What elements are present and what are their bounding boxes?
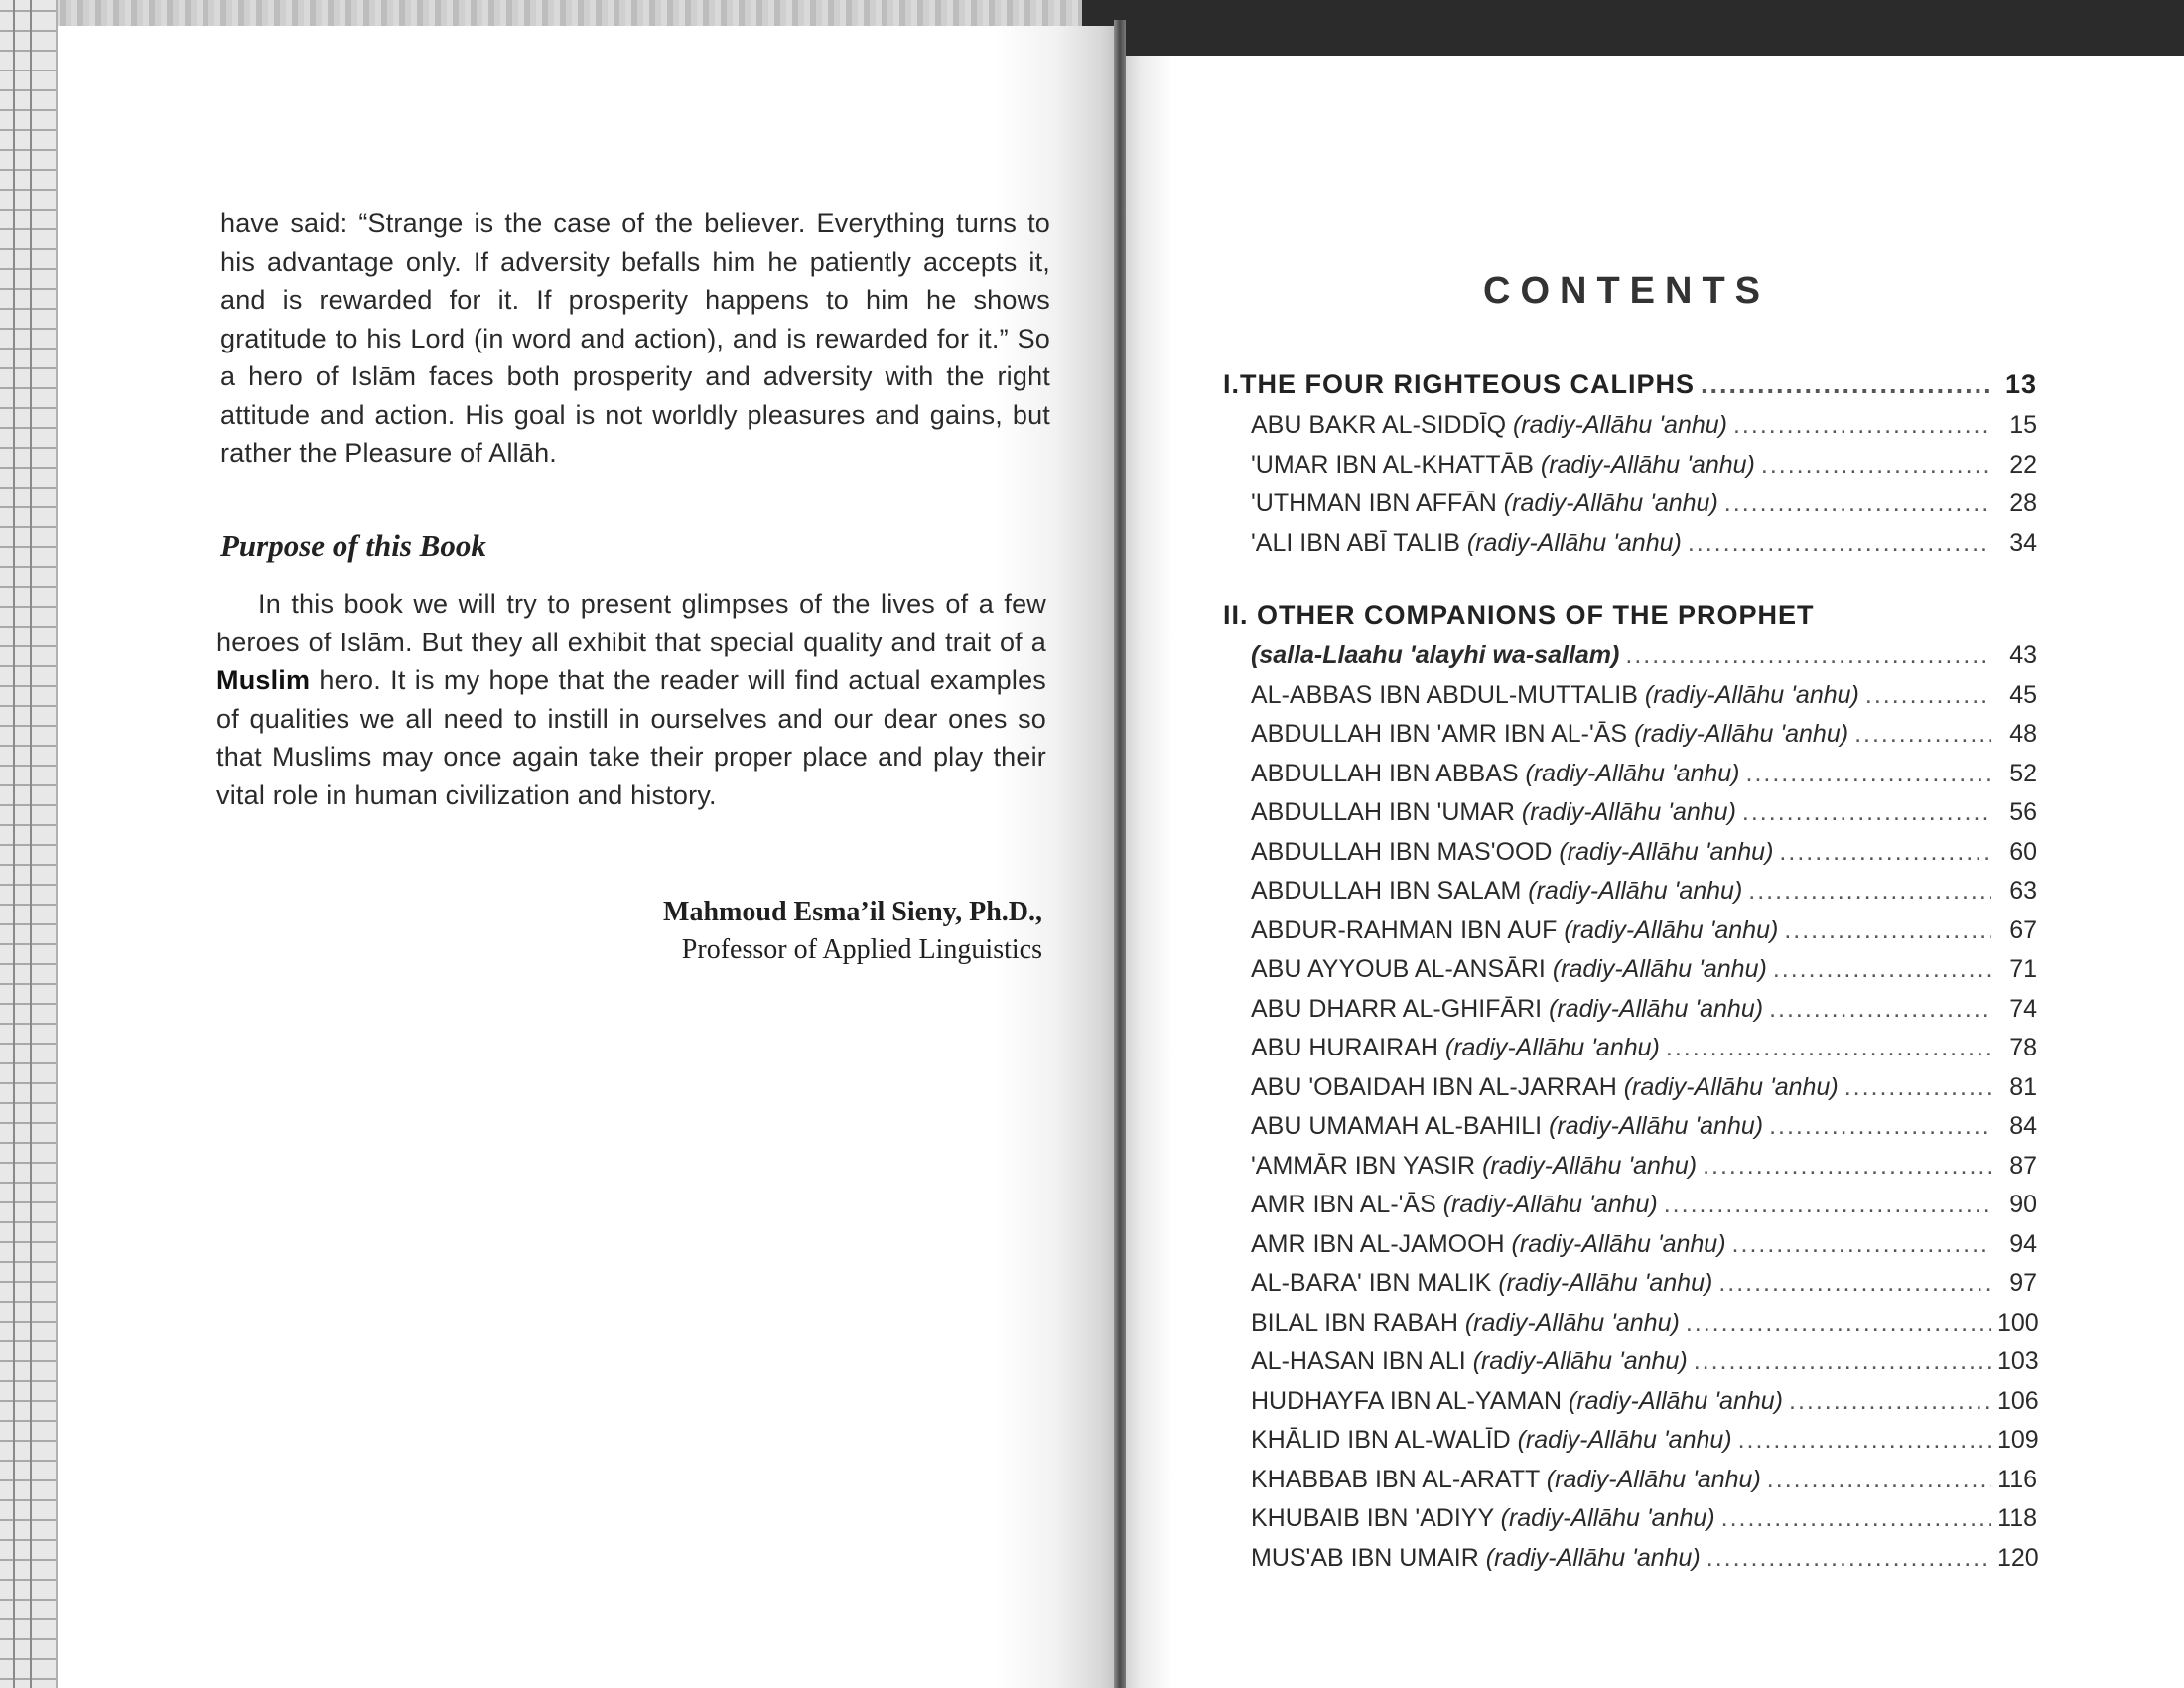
toc-entry-label — [1251, 1309, 1680, 1337]
toc-part-2-label: II. OTHER COMPANIONS OF THE PROPHET — [1223, 600, 1815, 630]
toc-entry-page: 48 — [2009, 720, 2037, 748]
toc-entry — [1223, 681, 2037, 721]
toc-page: 43 — [2009, 641, 2037, 669]
toc-entry-name: ABU DHARR AL-GHIFĀRI — [1251, 994, 1543, 1023]
toc-entry-label — [1251, 1230, 1726, 1259]
toc-entry-name: HUDHAYFA IBN AL-YAMAN — [1251, 1386, 1563, 1415]
toc-leader — [1784, 916, 1991, 945]
left-body-text — [220, 205, 1050, 473]
toc-entry — [1223, 955, 2037, 995]
toc-leader — [1625, 641, 1991, 670]
toc-entry-honorific: (radiy-Allāhu 'anhu) — [1442, 1191, 1658, 1218]
toc-entry-name: AL-HASAN IBN ALI — [1251, 1347, 1466, 1375]
toc-entry-label — [1251, 1426, 1732, 1455]
toc-entry-name: AMR IBN AL-'ĀS — [1251, 1191, 1436, 1218]
toc-part-1 — [1223, 369, 2037, 411]
toc-entry — [1223, 1112, 2037, 1152]
toc-entry-name: KHABBAB IBN AL-ARATT — [1251, 1465, 1540, 1493]
toc-entry-honorific: (radiy-Allāhu 'anhu) — [1472, 1347, 1688, 1375]
toc-leader — [1666, 1034, 1991, 1062]
toc-entry — [1223, 411, 2037, 451]
author-signature — [556, 894, 1042, 969]
toc-entry-label — [1251, 838, 1773, 867]
toc-entry-honorific: (radiy-Allāhu 'anhu) — [1634, 720, 1849, 748]
toc-entry-name: ABDULLAH IBN 'AMR IBN AL-'ĀS — [1251, 720, 1628, 748]
purpose-text-bold: Muslim — [216, 665, 311, 695]
toc-entry-label — [1251, 798, 1736, 827]
toc-entry-honorific: (radiy-Allāhu 'anhu) — [1517, 1426, 1732, 1454]
toc-entry-name: ABU BAKR AL-SIDDĪQ — [1251, 411, 1507, 439]
toc-leader — [1703, 1152, 1991, 1181]
toc-entry-name: 'UTHMAN IBN AFFĀN — [1251, 490, 1497, 517]
toc-entry-page: 109 — [1997, 1426, 2039, 1454]
toc-leader — [1761, 451, 1991, 480]
toc-entry — [1223, 529, 2037, 569]
toc-entry — [1223, 798, 2037, 838]
toc-entry-label — [1251, 411, 1727, 440]
toc-entry-honorific: (radiy-Allāhu 'anhu) — [1623, 1072, 1839, 1101]
toc-entry-label — [1251, 995, 1763, 1024]
toc-leader — [1773, 955, 1991, 984]
toc-leader — [1718, 1269, 1991, 1298]
toc-entry-honorific: (radiy-Allāhu 'anhu) — [1559, 837, 1774, 866]
toc-entry-honorific: (radiy-Allāhu 'anhu) — [1512, 411, 1727, 439]
toc-leader — [1779, 838, 1991, 867]
toc-entry-honorific: (radiy-Allāhu 'anhu) — [1525, 759, 1740, 787]
toc-entry-name: AMR IBN AL-JAMOOH — [1251, 1229, 1505, 1258]
toc-entry — [1223, 1504, 2037, 1544]
toc-leader — [1738, 1426, 1991, 1455]
toc-entry-label — [1251, 451, 1755, 480]
toc-leader — [1767, 1466, 1991, 1494]
toc-entry-name: AL-ABBAS IBN ABDUL-MUTTALIB — [1251, 680, 1638, 709]
toc-entry — [1223, 490, 2037, 529]
toc-entry — [1223, 1191, 2037, 1230]
toc-entry-label — [1251, 1112, 1763, 1141]
toc-leader — [1865, 681, 1991, 710]
book-gutter — [1114, 20, 1126, 1688]
toc-entry-name: ABDULLAH IBN 'UMAR — [1251, 798, 1515, 826]
toc-entry-honorific: (radiy-Allāhu 'anhu) — [1444, 1034, 1660, 1061]
toc-entry-name: 'ALI IBN ABĪ TALIB — [1251, 528, 1460, 557]
toc-entry-honorific: (radiy-Allāhu 'anhu) — [1521, 798, 1736, 826]
purpose-heading: Purpose of this Book — [220, 528, 486, 563]
toc-gap — [1223, 568, 2037, 600]
toc-entry — [1223, 1544, 2037, 1584]
toc-entry-label — [1251, 1152, 1697, 1181]
toc-entry-page: 118 — [1997, 1504, 2037, 1532]
purpose-text — [216, 585, 1046, 814]
toc-entry-page: 63 — [2009, 877, 2037, 905]
toc-entry-honorific: (radiy-Allāhu 'anhu) — [1485, 1543, 1701, 1572]
toc-leader — [1733, 411, 1991, 440]
toc-leader — [1746, 760, 1991, 788]
toc-entry-page: 103 — [1997, 1347, 2039, 1375]
toc-leader — [1724, 490, 1991, 518]
toc-entry-name: ABU AYYOUB AL-ANSĀRI — [1251, 955, 1546, 983]
toc-entry-page: 71 — [2009, 955, 2037, 983]
toc-entry-label — [1251, 916, 1778, 945]
toc-entry — [1223, 760, 2037, 799]
toc-entry — [1223, 877, 2037, 916]
toc-entry — [1223, 1426, 2037, 1466]
toc-leader — [1721, 1504, 1991, 1533]
toc-entry-name: ABU 'OBAIDAH IBN AL-JARRAH — [1251, 1072, 1617, 1101]
toc-leader — [1694, 1347, 1991, 1376]
toc-entry-honorific: (radiy-Allāhu 'anhu) — [1498, 1269, 1713, 1297]
toc-entry-honorific: (radiy-Allāhu 'anhu) — [1466, 528, 1682, 557]
toc-entry-honorific: (radiy-Allāhu 'anhu) — [1503, 490, 1718, 517]
toc-leader — [1701, 369, 1991, 400]
book-binding-edge — [0, 0, 58, 1688]
toc-entry-honorific: (radiy-Allāhu 'anhu) — [1528, 877, 1743, 905]
toc-entry-honorific: (radiy-Allāhu 'anhu) — [1540, 450, 1755, 479]
toc-entry-label — [1251, 1504, 1715, 1533]
toc-leader — [1748, 877, 1991, 906]
toc-entry-name: ABDULLAH IBN SALAM — [1251, 877, 1522, 905]
toc-entry-page: 116 — [1997, 1465, 2037, 1493]
toc-entry-page: 22 — [2009, 450, 2037, 479]
toc-entry-page: 78 — [2009, 1034, 2037, 1061]
toc-part-2-list — [1223, 681, 2037, 1584]
toc-entry-label — [1251, 1387, 1783, 1416]
toc-part-1-list — [1223, 411, 2037, 568]
toc-entry-label — [1251, 1073, 1839, 1102]
toc-entry-page: 56 — [2009, 798, 2037, 826]
toc-entry-honorific: (radiy-Allāhu 'anhu) — [1644, 680, 1859, 709]
toc-entry-label — [1251, 877, 1742, 906]
toc-leader — [1769, 995, 1991, 1024]
toc-entry-name: 'UMAR IBN AL-KHATTĀB — [1251, 450, 1534, 479]
toc-entry-honorific: (radiy-Allāhu 'anhu) — [1546, 1465, 1761, 1493]
toc-leader — [1769, 1112, 1991, 1141]
purpose-paragraph — [216, 585, 1046, 814]
toc-entry-name: AL-BARA' IBN MALIK — [1251, 1269, 1492, 1297]
toc-entry-name: ABU UMAMAH AL-BAHILI — [1251, 1112, 1543, 1140]
toc-entry-label — [1251, 490, 1718, 518]
toc-entry-page: 84 — [2009, 1112, 2037, 1140]
toc-entry-page: 34 — [2009, 528, 2037, 557]
toc-leader — [1732, 1230, 1991, 1259]
toc-entry-label — [1251, 1544, 1701, 1573]
toc-entry-page: 15 — [2009, 411, 2037, 439]
toc-entry-name: ABDULLAH IBN MAS'OOD — [1251, 837, 1553, 866]
toc-entry-page: 120 — [1997, 1543, 2039, 1572]
toc-entry-honorific: (radiy-Allāhu 'anhu) — [1564, 915, 1779, 944]
toc-entry-honorific: (radiy-Allāhu 'anhu) — [1552, 955, 1767, 983]
toc-entry — [1223, 838, 2037, 878]
toc-page: 13 — [2004, 369, 2037, 399]
table-of-contents — [1223, 369, 2037, 1583]
toc-entry — [1223, 1230, 2037, 1270]
toc-entry-honorific: (radiy-Allāhu 'anhu) — [1482, 1151, 1698, 1180]
toc-leader — [1844, 1073, 1991, 1102]
toc-part-2-sub-label: (salla-Llaahu 'alayhi wa-sallam) — [1251, 641, 1620, 669]
toc-entry-honorific: (radiy-Allāhu 'anhu) — [1464, 1308, 1680, 1336]
toc-entry-page: 97 — [2009, 1269, 2037, 1297]
toc-entry — [1223, 1152, 2037, 1192]
toc-entry-honorific: (radiy-Allāhu 'anhu) — [1549, 1112, 1764, 1140]
toc-entry-name: KHĀLID IBN AL-WALĪD — [1251, 1426, 1511, 1454]
toc-entry-name: ABDUR-RAHMAN IBN AUF — [1251, 915, 1558, 944]
toc-entry — [1223, 995, 2037, 1035]
toc-entry-page: 45 — [2009, 680, 2037, 709]
author-title: Professor of Applied Linguistics — [681, 934, 1042, 965]
author-name: Mahmoud Esma’il Sieny, Ph.D., — [663, 897, 1042, 927]
purpose-text-before: In this book we will try to present glimpses of the lives of a few heroes of Islām. But they all exhibit that special quality and trait of a — [216, 589, 1046, 657]
toc-entry — [1223, 1034, 2037, 1073]
toc-entry — [1223, 1309, 2037, 1348]
toc-entry-honorific: (radiy-Allāhu 'anhu) — [1511, 1229, 1726, 1258]
toc-entry-name: ABDULLAH IBN ABBAS — [1251, 759, 1519, 787]
toc-entry-label — [1251, 955, 1767, 984]
toc-leader — [1686, 1309, 1991, 1337]
toc-entry-label — [1251, 1466, 1761, 1494]
toc-entry — [1223, 451, 2037, 491]
book-top-edge — [0, 0, 1082, 28]
toc-entry-label — [1251, 1034, 1660, 1062]
toc-entry-page: 106 — [1997, 1386, 2039, 1415]
toc-entry-page: 81 — [2009, 1072, 2037, 1101]
toc-entry-label — [1251, 1191, 1658, 1219]
toc-entry-label — [1251, 1269, 1712, 1298]
toc-entry-page: 90 — [2009, 1191, 2037, 1218]
toc-entry-page: 67 — [2009, 915, 2037, 944]
toc-entry-honorific: (radiy-Allāhu 'anhu) — [1500, 1504, 1715, 1532]
toc-leader — [1789, 1387, 1991, 1416]
toc-entry-page: 94 — [2009, 1229, 2037, 1258]
toc-entry — [1223, 1387, 2037, 1427]
toc-part-1-label: I.THE FOUR RIGHTEOUS CALIPHS — [1223, 369, 1696, 399]
toc-leader — [1854, 720, 1991, 749]
toc-entry — [1223, 1073, 2037, 1113]
toc-leader — [1688, 529, 1991, 558]
toc-entry-page: 28 — [2009, 490, 2037, 517]
toc-part-2-subtitle — [1223, 641, 2037, 681]
toc-entry-label — [1251, 529, 1682, 558]
toc-entry-page: 74 — [2009, 994, 2037, 1023]
toc-leader — [1742, 798, 1991, 827]
toc-entry — [1223, 1466, 2037, 1505]
purpose-text-after: hero. It is my hope that the reader will find actual examples of qualities we all need to instill in ourselves and our dear ones so that Muslims may once again take their proper place and play their vital role in human civilization and history. — [216, 665, 1046, 810]
toc-entry-page: 87 — [2009, 1151, 2037, 1180]
toc-entry-page: 100 — [1997, 1308, 2039, 1336]
toc-entry-name: KHUBAIB IBN 'ADIYY — [1251, 1504, 1494, 1532]
toc-entry-honorific: (radiy-Allāhu 'anhu) — [1569, 1386, 1783, 1415]
toc-leader — [1664, 1191, 1991, 1219]
toc-leader — [1706, 1544, 1991, 1573]
toc-entry-name: MUS'AB IBN UMAIR — [1251, 1543, 1479, 1572]
toc-entry-name: 'AMMĀR IBN YASIR — [1251, 1151, 1476, 1180]
toc-entry-label — [1251, 1347, 1688, 1376]
toc-entry-label — [1251, 760, 1740, 788]
toc-entry — [1223, 1347, 2037, 1387]
paragraph-believer: have said: “Strange is the case of the believer. Everything turns to his advantage only. If adversity befalls him he patiently accepts it, and is rewarded for it. If prosperity happens to him he shows gratitude to his Lord (in word and action), and is rewarded for it.” So a hero of Islām faces both prosperity and adversity with the right attitude and action. His goal is not worldly pleasures and gains, but rather the Pleasure of Allāh. — [220, 209, 1050, 468]
toc-entry-label — [1251, 681, 1859, 710]
toc-entry-page: 60 — [2009, 837, 2037, 866]
toc-entry-name: BILAL IBN RABAH — [1251, 1308, 1458, 1336]
toc-entry-label — [1251, 720, 1848, 749]
contents-title: CONTENTS — [1483, 270, 1770, 312]
toc-entry-name: ABU HURAIRAH — [1251, 1034, 1438, 1061]
toc-part-2 — [1223, 600, 2037, 641]
toc-entry — [1223, 720, 2037, 760]
toc-entry-honorific: (radiy-Allāhu 'anhu) — [1549, 994, 1764, 1023]
toc-entry — [1223, 916, 2037, 956]
toc-entry — [1223, 1269, 2037, 1309]
toc-entry-page: 52 — [2009, 759, 2037, 787]
